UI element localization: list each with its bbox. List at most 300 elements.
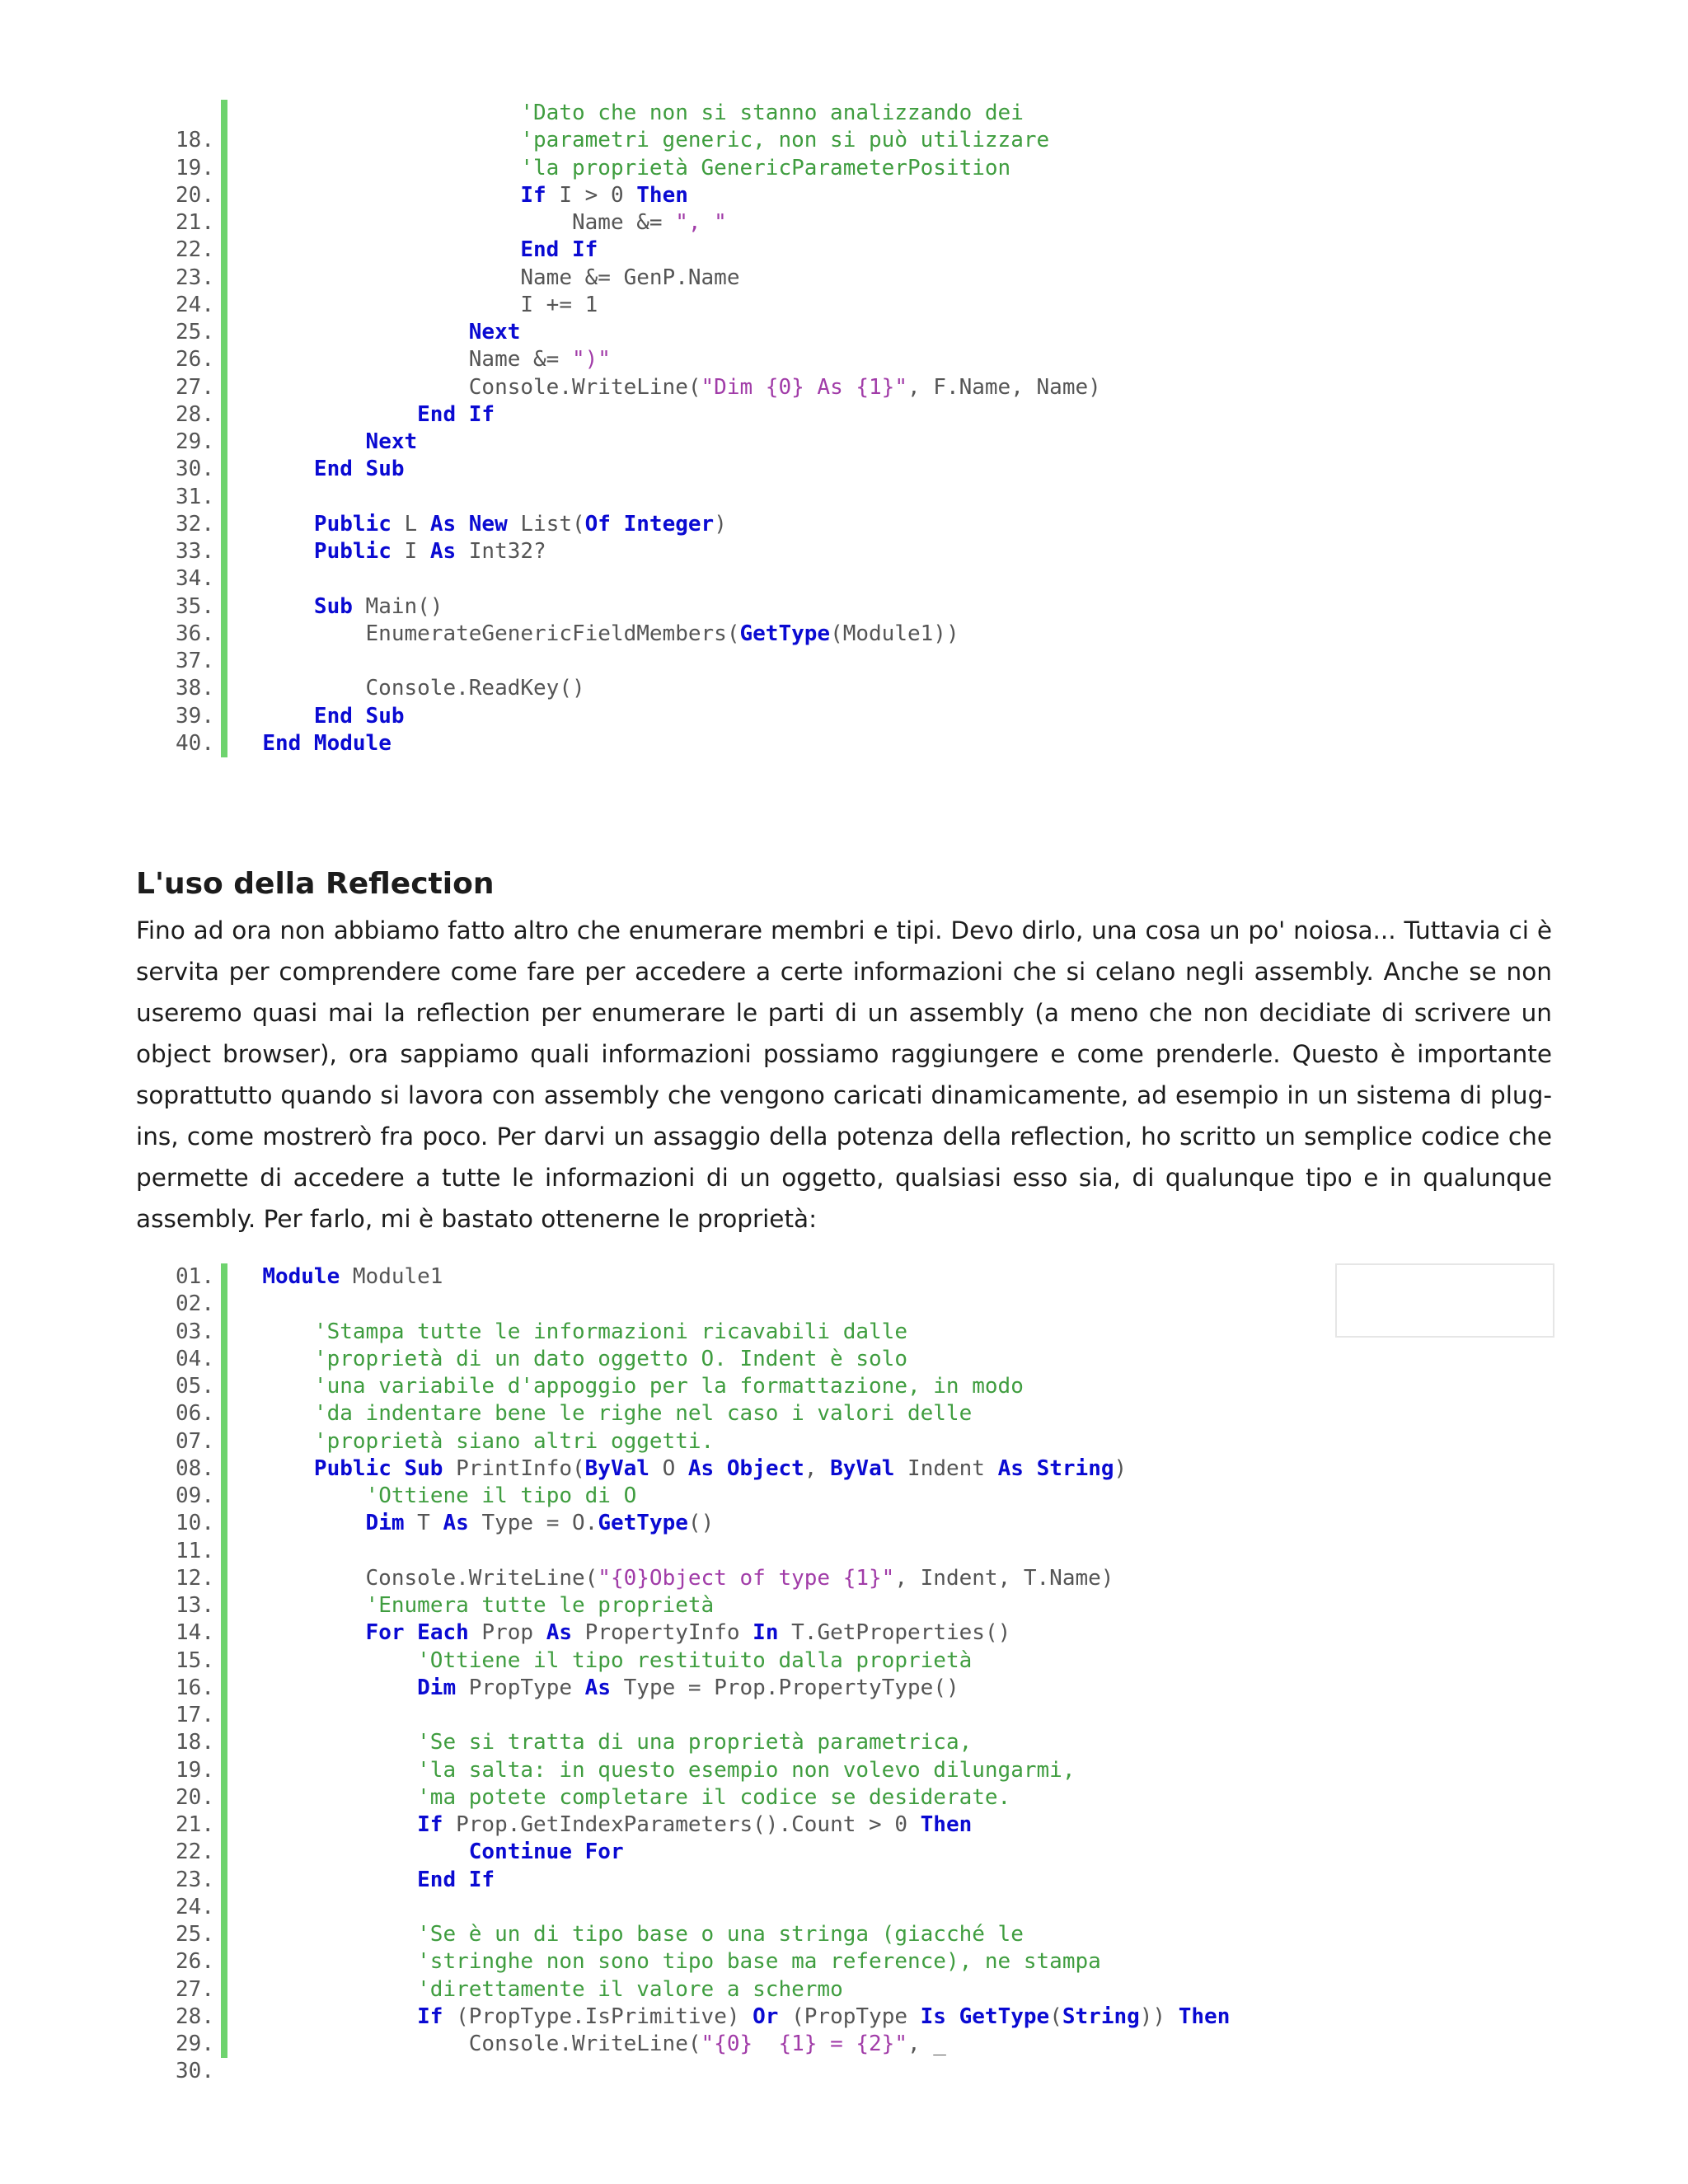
line-number: 11. bbox=[176, 1538, 214, 1563]
line-number: 07. bbox=[176, 1428, 214, 1454]
gutter-bar bbox=[221, 127, 227, 154]
line-number: 23. bbox=[176, 265, 214, 290]
code-token bbox=[237, 402, 417, 427]
line-number: 27. bbox=[176, 374, 214, 400]
line-number: 06. bbox=[176, 1401, 214, 1427]
gutter-bar bbox=[221, 319, 227, 346]
code-line bbox=[140, 1839, 624, 1866]
code-text bbox=[237, 346, 611, 373]
line-number: 31. bbox=[176, 484, 214, 509]
code-text bbox=[237, 675, 585, 702]
line-number: 28. bbox=[176, 401, 214, 427]
code-token: 'proprietà siano altri oggetti. bbox=[313, 1428, 715, 1454]
code-line bbox=[140, 346, 611, 373]
code-line bbox=[140, 1921, 1024, 1948]
code-token: ( bbox=[1049, 2004, 1062, 2029]
code-token: Console.WriteLine( bbox=[237, 2032, 701, 2056]
code-token: Sub bbox=[313, 593, 353, 619]
code-text bbox=[237, 1428, 714, 1455]
gutter-bar bbox=[221, 1263, 227, 1291]
line-number: 33. bbox=[176, 539, 214, 564]
code-token: End Sub bbox=[313, 457, 405, 482]
code-text bbox=[237, 538, 546, 565]
code-token: T bbox=[404, 1511, 443, 1536]
code-line bbox=[140, 1263, 443, 1291]
code-line bbox=[140, 456, 405, 483]
section-heading: L'uso della Reflection bbox=[136, 867, 495, 901]
gutter-bar bbox=[221, 1291, 227, 1318]
code-text bbox=[237, 1675, 959, 1702]
code-token bbox=[237, 594, 314, 619]
code-line bbox=[140, 538, 546, 565]
code-token: Or bbox=[753, 2004, 779, 2029]
gutter-bar bbox=[221, 675, 227, 702]
code-token bbox=[237, 1868, 417, 1892]
code-line bbox=[140, 703, 405, 730]
code-line bbox=[140, 292, 598, 319]
code-line bbox=[140, 730, 392, 757]
code-token bbox=[237, 183, 520, 208]
code-token: Public bbox=[313, 539, 392, 564]
line-number: 14. bbox=[176, 1620, 214, 1646]
code-token: EnumerateGenericFieldMembers( bbox=[237, 621, 740, 646]
code-text bbox=[237, 1839, 624, 1866]
line-number: 25. bbox=[176, 320, 214, 344]
code-token: ", " bbox=[675, 210, 727, 235]
code-text bbox=[237, 100, 1024, 127]
code-text bbox=[237, 1647, 972, 1675]
line-number: 16. bbox=[176, 1675, 214, 1700]
code-line bbox=[140, 2058, 223, 2085]
line-number: 38. bbox=[176, 676, 214, 701]
code-line bbox=[140, 484, 223, 511]
gutter-bar bbox=[221, 1373, 227, 1400]
gutter-bar bbox=[221, 401, 227, 429]
code-line bbox=[140, 593, 443, 621]
code-text bbox=[237, 1784, 1010, 1811]
code-text bbox=[237, 265, 739, 292]
code-line bbox=[140, 1346, 907, 1373]
code-token: T.GetProperties() bbox=[778, 1620, 1011, 1646]
code-line bbox=[140, 319, 521, 346]
code-token: 'Ottiene il tipo restituito dalla proprietà bbox=[417, 1647, 973, 1673]
gutter-bar bbox=[221, 456, 227, 483]
gutter-bar bbox=[221, 429, 227, 456]
code-token: L bbox=[391, 511, 430, 537]
code-token bbox=[237, 704, 314, 729]
code-token: Prop bbox=[468, 1620, 546, 1646]
code-line bbox=[140, 1565, 1114, 1592]
code-text bbox=[237, 1921, 1024, 1948]
code-token: Type = Prop.PropertyType() bbox=[610, 1675, 959, 1700]
code-token: Indent bbox=[894, 1455, 998, 1481]
code-token: As String bbox=[997, 1455, 1114, 1481]
code-token: "{0} {1} = {2}" bbox=[701, 2032, 907, 2056]
gutter-bar bbox=[221, 1455, 227, 1483]
code-text bbox=[237, 1757, 1075, 1784]
code-text bbox=[237, 401, 495, 429]
code-line bbox=[140, 1483, 637, 1510]
code-token: Console.ReadKey() bbox=[237, 676, 585, 701]
code-line bbox=[140, 1976, 843, 2004]
code-text bbox=[237, 1373, 1024, 1400]
code-text bbox=[237, 209, 727, 237]
line-number: 15. bbox=[176, 1647, 214, 1673]
code-token: Dim bbox=[417, 1675, 457, 1700]
code-token: As Object bbox=[687, 1455, 804, 1481]
code-text bbox=[237, 593, 443, 621]
gutter-bar bbox=[221, 621, 227, 648]
code-token bbox=[237, 1949, 417, 1974]
code-token: GetType bbox=[739, 621, 831, 646]
gutter-bar bbox=[221, 1921, 227, 1948]
code-text bbox=[237, 703, 405, 730]
gutter-bar bbox=[221, 1675, 227, 1702]
line-number: 19. bbox=[176, 1757, 214, 1783]
gutter-bar bbox=[221, 1483, 227, 1510]
code-token bbox=[237, 1374, 314, 1399]
code-token: If bbox=[520, 182, 546, 208]
code-text bbox=[237, 456, 405, 483]
code-line bbox=[140, 429, 418, 456]
gutter-bar bbox=[221, 1811, 227, 1839]
gutter-bar bbox=[221, 265, 227, 292]
code-token: Type = O. bbox=[468, 1511, 598, 1536]
code-token: , bbox=[804, 1455, 831, 1481]
code-token: Is GetType bbox=[920, 2004, 1050, 2029]
code-token bbox=[237, 1785, 417, 1810]
code-line bbox=[140, 1400, 973, 1427]
code-token: ByVal bbox=[584, 1455, 649, 1481]
code-block-1 bbox=[140, 100, 1101, 757]
code-token: 'proprietà di un dato oggetto O. Indent è solo bbox=[313, 1346, 907, 1371]
code-token: I bbox=[391, 539, 430, 564]
code-line bbox=[140, 209, 727, 237]
code-line bbox=[140, 1867, 495, 1894]
code-token: O bbox=[649, 1455, 688, 1481]
code-token bbox=[237, 1758, 417, 1783]
code-token bbox=[237, 128, 520, 152]
code-token: 'la salta: in questo esempio non volevo dilungarmi, bbox=[417, 1757, 1076, 1783]
code-token bbox=[237, 539, 314, 564]
line-number: 04. bbox=[176, 1346, 214, 1371]
code-text bbox=[237, 730, 392, 757]
code-token: As bbox=[584, 1675, 611, 1700]
line-number: 08. bbox=[176, 1455, 214, 1481]
code-line bbox=[140, 374, 1101, 401]
code-line bbox=[140, 1592, 715, 1619]
gutter-bar bbox=[221, 1757, 227, 1784]
code-token: 'direttamente il valore a schermo bbox=[417, 1976, 843, 2002]
line-number: 30. bbox=[176, 2059, 214, 2084]
code-token: I > 0 bbox=[546, 182, 637, 208]
code-token bbox=[237, 1401, 314, 1426]
gutter-bar bbox=[221, 1428, 227, 1455]
line-number: 22. bbox=[176, 1840, 214, 1865]
code-line bbox=[140, 1510, 715, 1537]
code-text bbox=[237, 182, 688, 209]
code-token: )) bbox=[1139, 2004, 1179, 2029]
code-token: End If bbox=[417, 401, 495, 427]
line-number: 03. bbox=[176, 1319, 214, 1344]
code-line bbox=[140, 675, 585, 702]
gutter-bar bbox=[221, 1538, 227, 1565]
line-number: 29. bbox=[176, 429, 214, 454]
code-token: As bbox=[443, 1511, 469, 1536]
code-text bbox=[237, 1867, 495, 1894]
code-line bbox=[140, 1784, 1011, 1811]
code-token: (PropType bbox=[778, 2004, 921, 2029]
code-text bbox=[237, 511, 727, 538]
code-token bbox=[237, 1456, 314, 1481]
code-text bbox=[237, 1510, 714, 1537]
code-token: 'Stampa tutte le informazioni ricavabili dalle bbox=[313, 1319, 907, 1344]
gutter-bar bbox=[221, 1702, 227, 1729]
line-number: 37. bbox=[176, 649, 214, 673]
code-text bbox=[237, 2004, 1230, 2031]
code-token bbox=[237, 1347, 314, 1371]
gutter-bar bbox=[221, 1510, 227, 1537]
code-token: , F.Name, Name) bbox=[907, 374, 1101, 400]
gutter-bar bbox=[221, 1346, 227, 1373]
line-number: 28. bbox=[176, 2004, 214, 2029]
line-number: 19. bbox=[176, 155, 214, 180]
code-text bbox=[237, 1319, 907, 1346]
code-line bbox=[140, 1757, 1076, 1784]
code-line bbox=[140, 2031, 946, 2058]
code-token: 'Enumera tutte le proprietà bbox=[365, 1593, 715, 1618]
gutter-bar bbox=[221, 1784, 227, 1811]
code-token: End If bbox=[520, 237, 598, 263]
code-token: 'ma potete completare il codice se desiderate. bbox=[417, 1784, 1011, 1810]
line-number: 25. bbox=[176, 1922, 214, 1947]
line-number: 24. bbox=[176, 1894, 214, 1919]
code-line bbox=[140, 127, 1050, 154]
code-line bbox=[140, 1702, 223, 1729]
code-text bbox=[237, 155, 1010, 182]
gutter-bar bbox=[221, 1729, 227, 1756]
code-token bbox=[237, 1730, 417, 1755]
code-token bbox=[237, 1675, 417, 1700]
code-line bbox=[140, 1455, 1128, 1483]
code-token: Public Sub bbox=[313, 1455, 443, 1481]
code-line bbox=[140, 1291, 223, 1318]
line-number: 05. bbox=[176, 1374, 214, 1399]
code-token: As bbox=[546, 1620, 573, 1646]
code-token: String bbox=[1062, 2004, 1140, 2029]
code-text bbox=[237, 319, 520, 346]
code-text bbox=[237, 621, 959, 648]
line-number: 24. bbox=[176, 292, 214, 317]
code-token: In bbox=[753, 1620, 779, 1646]
line-number: 20. bbox=[176, 182, 214, 208]
code-token: Dim bbox=[365, 1511, 405, 1536]
line-number: 17. bbox=[176, 1703, 214, 1727]
line-number: 21. bbox=[176, 210, 214, 235]
code-line bbox=[140, 401, 495, 429]
code-token: Continue For bbox=[468, 1840, 624, 1865]
code-line bbox=[140, 265, 740, 292]
code-text bbox=[237, 1565, 1114, 1592]
gutter-bar bbox=[221, 511, 227, 538]
code-line bbox=[140, 1948, 1101, 1975]
line-number: 21. bbox=[176, 1812, 214, 1837]
gutter-bar bbox=[221, 484, 227, 511]
line-number: 18. bbox=[176, 128, 214, 153]
code-text bbox=[237, 1263, 443, 1291]
code-text bbox=[237, 1483, 636, 1510]
code-token: Next bbox=[365, 429, 418, 454]
code-token: If bbox=[417, 2004, 443, 2029]
code-token: 'Se si tratta di una proprietà parametrica, bbox=[417, 1730, 973, 1755]
gutter-bar bbox=[221, 2058, 227, 2085]
code-token: 'parametri generic, non si può utilizzare bbox=[520, 128, 1050, 153]
code-token: Console.WriteLine( bbox=[237, 1565, 598, 1591]
code-token: If bbox=[417, 1812, 443, 1837]
code-token: I += 1 bbox=[237, 292, 598, 317]
line-number: 36. bbox=[176, 621, 214, 646]
code-text bbox=[237, 127, 1049, 154]
code-text bbox=[237, 1455, 1127, 1483]
code-token bbox=[237, 237, 520, 262]
code-token: 'Dato che non si stanno analizzando dei bbox=[520, 101, 1024, 125]
gutter-bar bbox=[221, 209, 227, 237]
code-text bbox=[237, 429, 417, 456]
code-token: Int32? bbox=[456, 539, 546, 564]
code-token: ")" bbox=[572, 347, 611, 373]
code-token: ByVal bbox=[830, 1455, 895, 1481]
code-token: (PropType.IsPrimitive) bbox=[443, 2004, 753, 2029]
code-token: End Sub bbox=[313, 703, 405, 729]
gutter-bar bbox=[221, 374, 227, 401]
code-token: Name &= GenP.Name bbox=[237, 265, 740, 290]
code-token: 'la proprietà GenericParameterPosition bbox=[520, 155, 1011, 180]
code-text bbox=[237, 237, 598, 264]
code-line bbox=[140, 155, 1011, 182]
line-number: 26. bbox=[176, 1949, 214, 1975]
code-line bbox=[140, 182, 688, 209]
line-number: 34. bbox=[176, 566, 214, 592]
code-line bbox=[140, 1619, 1011, 1647]
code-line bbox=[140, 565, 223, 593]
gutter-bar bbox=[221, 1592, 227, 1619]
gutter-bar bbox=[221, 2031, 227, 2058]
code-token: Console.WriteLine( bbox=[237, 374, 701, 400]
gutter-bar bbox=[221, 1319, 227, 1346]
code-line bbox=[140, 1428, 715, 1455]
code-line bbox=[140, 1373, 1024, 1400]
gutter-bar bbox=[221, 1647, 227, 1675]
section-paragraph: Fino ad ora non abbiamo fatto altro che enumerare membri e tipi. Devo dirlo, una cosa un po' noiosa... Tuttavia ci è servita per comprendere come fare per accedere a certe informazioni che si celano negli assembly. Anche se non useremo quasi mai la reflection per enumerare le parti di un assembly (a meno che non decidiate di scrivere un object browser), ora sappiamo quali informazioni possiamo raggiungere e come prenderle. Questo è importante soprattutto quando si lavora con assembly che vengono caricati dinamicamente, ad esempio in un sistema di plug-ins, come mostrerò fra poco. Per darvi un assaggio della potenza della reflection, ho scritto un semplice codice che permette di accedere a tutte le informazioni di un oggetto, qualsiasi esso sia, di qualunque tipo e in qualunque assembly. Per farlo, mi è bastato ottenerne le proprietà: bbox=[136, 916, 1552, 1233]
code-line bbox=[140, 1894, 223, 1921]
code-line bbox=[140, 100, 1024, 127]
code-text bbox=[237, 1400, 972, 1427]
code-line bbox=[140, 237, 598, 264]
code-token bbox=[237, 731, 262, 756]
code-token: "{0}Object of type {1}" bbox=[598, 1565, 895, 1591]
code-token: 'stringhe non sono tipo base ma reference), ne stampa bbox=[417, 1949, 1101, 1975]
code-token: Name &= bbox=[237, 210, 676, 235]
code-line bbox=[140, 2004, 1231, 2031]
gutter-bar bbox=[221, 1619, 227, 1647]
gutter-bar bbox=[221, 155, 227, 182]
code-token: Module bbox=[262, 1264, 340, 1289]
code-line bbox=[140, 621, 959, 648]
code-token bbox=[237, 1319, 314, 1344]
code-line bbox=[140, 511, 727, 538]
code-line bbox=[140, 1729, 973, 1756]
code-token bbox=[237, 1483, 366, 1508]
line-number: 02. bbox=[176, 1291, 214, 1317]
code-line bbox=[140, 648, 223, 675]
gutter-bar bbox=[221, 1867, 227, 1894]
code-text bbox=[237, 2031, 946, 2058]
line-number: 12. bbox=[176, 1565, 214, 1591]
code-text bbox=[237, 1729, 972, 1756]
code-token bbox=[237, 1264, 262, 1289]
code-token: Then bbox=[920, 1812, 973, 1837]
line-number: 35. bbox=[176, 593, 214, 619]
code-token bbox=[237, 1429, 314, 1454]
line-number: 29. bbox=[176, 2032, 214, 2056]
gutter-bar bbox=[221, 292, 227, 319]
code-token bbox=[237, 156, 520, 180]
code-token: Next bbox=[468, 320, 521, 344]
line-number: 26. bbox=[176, 347, 214, 373]
code-token: (Module1)) bbox=[830, 621, 959, 646]
line-number: 20. bbox=[176, 1784, 214, 1810]
code-token: Then bbox=[1178, 2004, 1231, 2029]
line-number: 32. bbox=[176, 511, 214, 537]
gutter-bar bbox=[221, 182, 227, 209]
gutter-bar bbox=[221, 1839, 227, 1866]
code-token: 'da indentare bene le righe nel caso i valori delle bbox=[313, 1401, 973, 1427]
gutter-bar bbox=[221, 1894, 227, 1921]
code-token: Then bbox=[636, 182, 688, 208]
line-number: 09. bbox=[176, 1483, 214, 1508]
gutter-bar bbox=[221, 1976, 227, 2004]
gutter-bar bbox=[221, 346, 227, 373]
code-line bbox=[140, 1538, 223, 1565]
code-token: List( bbox=[507, 511, 585, 537]
code-token: Of Integer bbox=[584, 511, 715, 537]
code-text bbox=[237, 1619, 1010, 1647]
code-token bbox=[237, 1620, 366, 1645]
code-token bbox=[237, 429, 366, 454]
gutter-bar bbox=[221, 1948, 227, 1975]
code-token: "Dim {0} As {1}" bbox=[701, 374, 907, 400]
code-token: GetType bbox=[598, 1511, 688, 1536]
code-token: For Each bbox=[365, 1620, 469, 1646]
code-token: Module1 bbox=[340, 1264, 443, 1289]
line-number: 10. bbox=[176, 1511, 214, 1536]
code-text bbox=[237, 1346, 907, 1373]
code-line bbox=[140, 1647, 973, 1675]
code-token: Prop.GetIndexParameters().Count > 0 bbox=[443, 1812, 921, 1837]
code-token bbox=[237, 1977, 417, 2002]
code-line bbox=[140, 1811, 973, 1839]
code-token: Name &= bbox=[237, 347, 572, 373]
gutter-bar bbox=[221, 565, 227, 593]
code-token: , Indent, T.Name) bbox=[894, 1565, 1114, 1591]
code-text bbox=[237, 1976, 843, 2004]
code-line bbox=[140, 1675, 959, 1702]
gutter-bar bbox=[221, 593, 227, 621]
line-number: 22. bbox=[176, 237, 214, 263]
line-number: 13. bbox=[176, 1593, 214, 1618]
code-token: 'una variabile d'appoggio per la formattazione, in modo bbox=[313, 1374, 1024, 1399]
gutter-bar bbox=[221, 2004, 227, 2031]
